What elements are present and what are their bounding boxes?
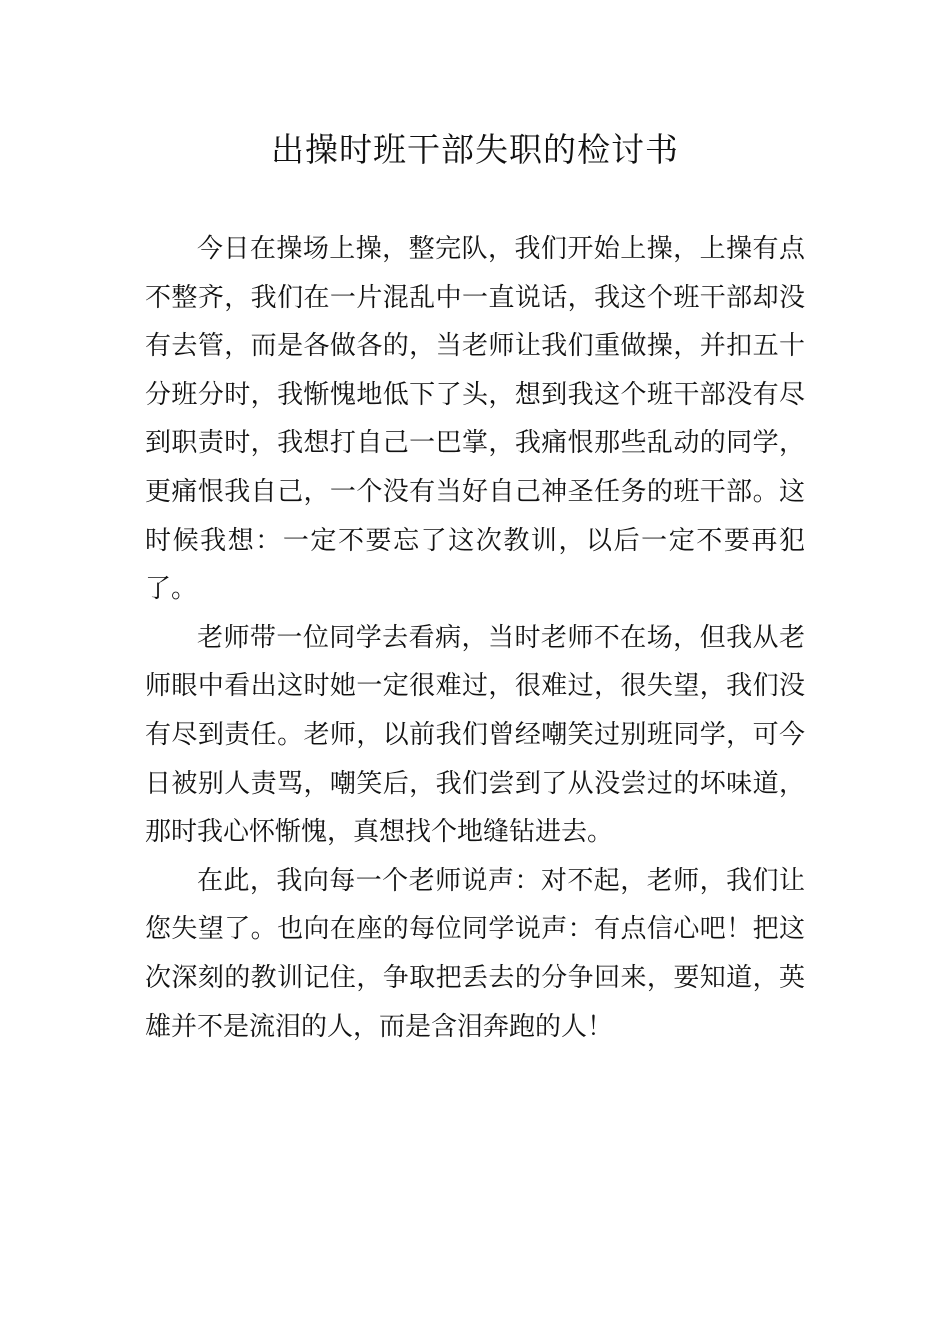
paragraph-2: 老师带一位同学去看病，当时老师不在场，但我从老师眼中看出这时她一定很难过，很难过，很失望，我们没有尽到责任。老师，以前我们曾经嘲笑过别班同学，可今日被别人责骂，嘲笑后，我们尝到了从没尝过的坏味道，那时我心怀惭愧，真想找个地缝钻进去。 (145, 622, 805, 848)
document-title: 出操时班干部失职的检讨书 (271, 130, 679, 169)
paragraph-1: 今日在操场上操，整完队，我们开始上操，上操有点不整齐，我们在一片混乱中一直说话，我这个班干部却没有去管，而是各做各的，当老师让我们重做操，并扣五十分班分时，我惭愧地低下了头，想到我这个班干部没有尽到职责时，我想打自己一巴掌，我痛恨那些乱动的同学，更痛恨我自己，一个没有当好自己神圣任务的班干部。这时候我想：一定不要忘了这次教训，以后一定不要再犯了。 (145, 234, 805, 605)
paragraph-3: 在此，我向每一个老师说声：对不起，老师，我们让您失望了。也向在座的每位同学说声：有点信心吧！把这次深刻的教训记住，争取把丢去的分争回来，要知道，英雄并不是流泪的人，而是含泪奔跑的人！ (145, 865, 805, 1042)
document-body (145, 225, 805, 1051)
